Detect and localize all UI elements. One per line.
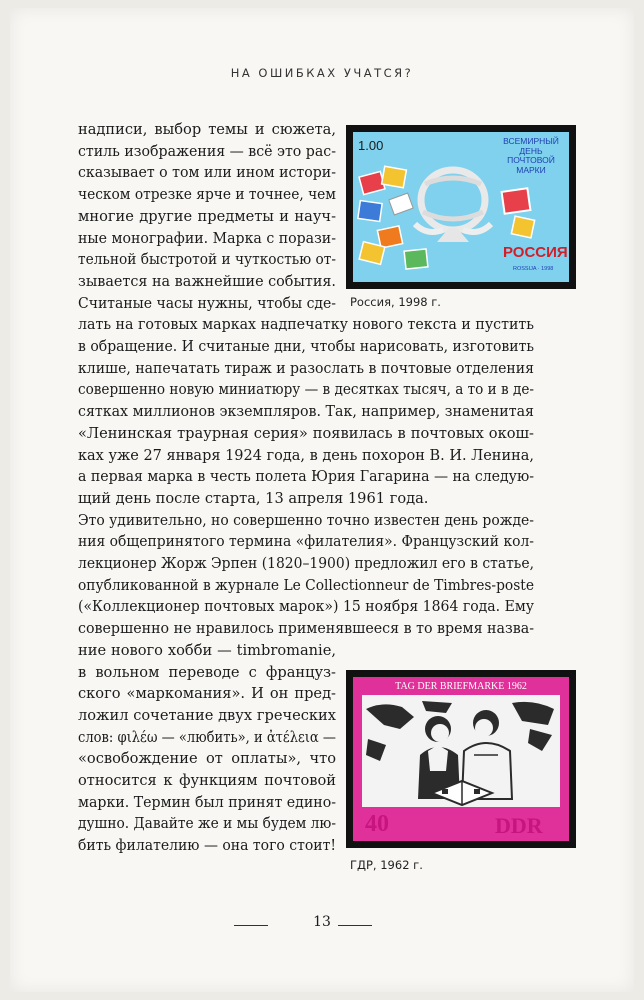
text-line: а первая марка в честь полета Юрия Гагарина — на следую- (78, 468, 534, 486)
stamp-russia-footer: ROSSIJA · 1998 (513, 266, 554, 272)
text-line: ния общепринятого термина «филателия». Французский кол- (78, 533, 534, 551)
text-line: сятках миллионов экземпляров. Так, например, знаменитая (78, 403, 534, 421)
text-line: бить филателию — она того стоит! (78, 837, 336, 855)
text-line: ные монографии. Марка с порази- (78, 229, 336, 247)
text-line: щий день после старта, 13 апреля 1961 года. (78, 489, 429, 507)
text-line: ложил сочетание двух греческих (78, 706, 336, 724)
text-line: надписи, выбор темы и сюжета, (78, 121, 336, 138)
stamp-russia-title-line: ПОЧТОВОЙ (507, 155, 555, 165)
text-line: относится к функциям почтовой (78, 772, 336, 789)
stamp-ddr-caption: ГДР, 1962 г. (350, 858, 423, 872)
text-line: «освобождение от оплаты», что (78, 750, 336, 768)
text-line: многие другие предметы и науч- (78, 207, 336, 225)
footer-rule-left (234, 925, 268, 926)
stamp-ddr-1962 (346, 670, 576, 848)
text-line: зывается на важнейшие события. (78, 272, 336, 290)
stamp-ddr-country: DDR (495, 813, 543, 838)
text-line: слов: φιλέω — «любить», и ἀτέλεια — (78, 728, 336, 746)
stamp-russia-1998 (346, 125, 576, 289)
text-line: совершенно не нравилось применявшееся в то время назва- (78, 620, 534, 638)
text-line: лекционер Жорж Эрпен (1820–1900) предложил его в статье, (78, 555, 534, 572)
stamp-russia-title-line: ДЕНЬ (519, 145, 543, 156)
stamp-russia-title-line: МАРКИ (516, 164, 546, 175)
text-line: совершенно новую миниатюру — в десятках тысяч, а то и в де- (78, 381, 534, 399)
stamp-ddr-illustration (362, 695, 560, 807)
stamp-russia-caption: Россия, 1998 г. (350, 295, 441, 309)
text-line: («Коллекционер почтовых марок») 15 ноября 1864 года. Ему (78, 598, 534, 616)
text-line: Это удивительно, но совершенно точно известен день рожде- (78, 511, 534, 529)
stamp-russia-denomination: 1.00 (358, 138, 384, 153)
text-line: клише, напечатать тираж и разослать в почтовые отделения (78, 359, 534, 377)
text-line: душно. Давайте же и мы будем лю- (78, 815, 336, 833)
text-line: тельной быстротой и чуткостью от- (78, 251, 336, 269)
text-line: лать на готовых марках надпечатку нового текста и пустить (78, 316, 534, 334)
text-line: сказывает о том или ином истори- (78, 164, 336, 182)
footer-rule-right (338, 925, 372, 926)
text-line: в обращение. И считаные дни, чтобы нарисовать, изготовить (78, 338, 534, 355)
text-line: опубликованной в журнале Le Collectionneur de Timbres-poste (78, 576, 534, 594)
stamp-russia-title (495, 137, 567, 175)
stamp-ddr-value: 40 (365, 811, 389, 837)
running-header: НА ОШИБКАХ УЧАТСЯ? (230, 66, 414, 80)
text-line: ческом отрезке ярче и точнее, чем (78, 186, 336, 204)
text-line: стиль изображения — всё это рас- (78, 142, 336, 160)
page-number: 13 (313, 914, 331, 930)
text-line: марки. Термин был принят едино- (78, 793, 336, 811)
text-line: Считаные часы нужны, чтобы сде- (78, 294, 336, 312)
text-line: ние нового хобби — timbromanie, (78, 641, 336, 659)
stamp-ddr-title: TAG DER BRIEFMARKE 1962 (395, 681, 527, 692)
text-line: «Ленинская траурная серия» появилась в почтовых окош- (78, 424, 534, 442)
text-line: ках уже 27 января 1924 года, в день похорон В. И. Ленина, (78, 446, 534, 464)
text-line: ского «маркомания». И он пред- (78, 685, 336, 703)
stamp-russia-country: РОССИЯ (503, 244, 568, 261)
text-line: в вольном переводе с француз- (78, 663, 336, 681)
stamp-russia-title-line: ВСЕМИРНЫЙ (503, 136, 559, 146)
